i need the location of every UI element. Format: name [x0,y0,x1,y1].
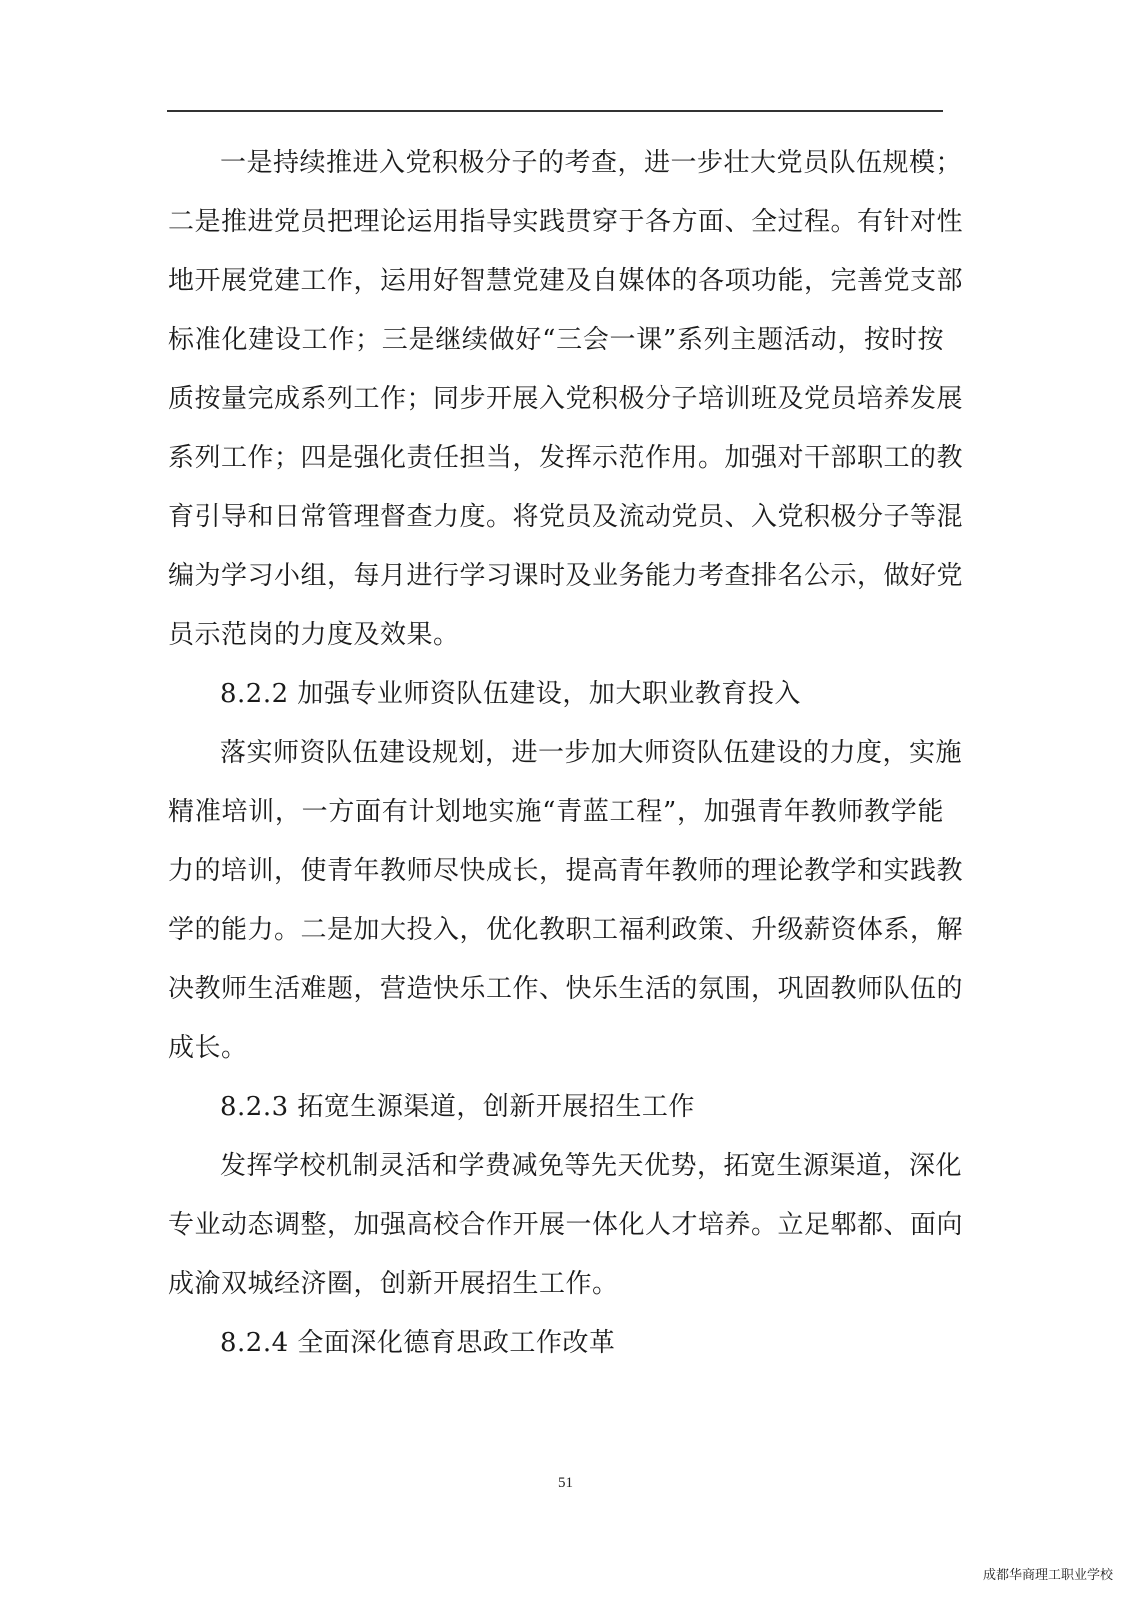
paragraph-line: 落实师资队伍建设规划，进一步加大师资队伍建设的力度，实施 [220,738,963,768]
footer-school-name: 成都华商理工职业学校 [982,1568,1113,1583]
document-body [168,134,964,1373]
header-rule [167,110,943,112]
paragraph-line: 专业动态调整，加强高校合作开展一体化人才培养。立足郫都、面向 [168,1210,964,1240]
paragraph-line: 二是推进党员把理论运用指导实践贯穿于各方面、全过程。有针对性 [168,207,964,237]
paragraph-line: 编为学习小组，每月进行学习课时及业务能力考查排名公示，做好党 [168,561,964,591]
section-heading-8-2-3: 8.2.3 拓宽生源渠道，创新开展招生工作 [220,1092,695,1122]
paragraph-line: 一是持续推进入党积极分子的考查，进一步壮大党员队伍规模； [220,148,963,178]
paragraph-line: 成长。 [168,1033,248,1063]
paragraph-line: 学的能力。二是加大投入，优化教职工福利政策、升级薪资体系，解 [168,915,964,945]
paragraph-line: 育引导和日常管理督查力度。将党员及流动党员、入党积极分子等混 [168,502,964,532]
paragraph-line: 质按量完成系列工作；同步开展入党积极分子培训班及党员培养发展 [168,384,964,414]
paragraph-line: 员示范岗的力度及效果。 [168,620,460,650]
section-heading-8-2-4: 8.2.4 全面深化德育思政工作改革 [220,1328,616,1358]
paragraph-line: 标准化建设工作；三是继续做好“三会一课”系列主题活动，按时按 [168,325,944,355]
paragraph-line: 精准培训，一方面有计划地实施“青蓝工程”，加强青年教师教学能 [168,797,944,827]
paragraph-line: 地开展党建工作，运用好智慧党建及自媒体的各项功能，完善党支部 [168,266,964,296]
paragraph-line: 决教师生活难题，营造快乐工作、快乐生活的氛围，巩固教师队伍的 [168,974,964,1004]
page-number: 51 [558,1475,573,1491]
section-heading-8-2-2: 8.2.2 加强专业师资队伍建设，加大职业教育投入 [220,679,801,709]
paragraph-line: 力的培训，使青年教师尽快成长，提高青年教师的理论教学和实践教 [168,856,964,886]
paragraph-line: 系列工作；四是强化责任担当，发挥示范作用。加强对干部职工的教 [168,443,964,473]
paragraph-line: 发挥学校机制灵活和学费减免等先天优势，拓宽生源渠道，深化 [220,1151,963,1181]
paragraph-line: 成渝双城经济圈，创新开展招生工作。 [168,1269,619,1299]
